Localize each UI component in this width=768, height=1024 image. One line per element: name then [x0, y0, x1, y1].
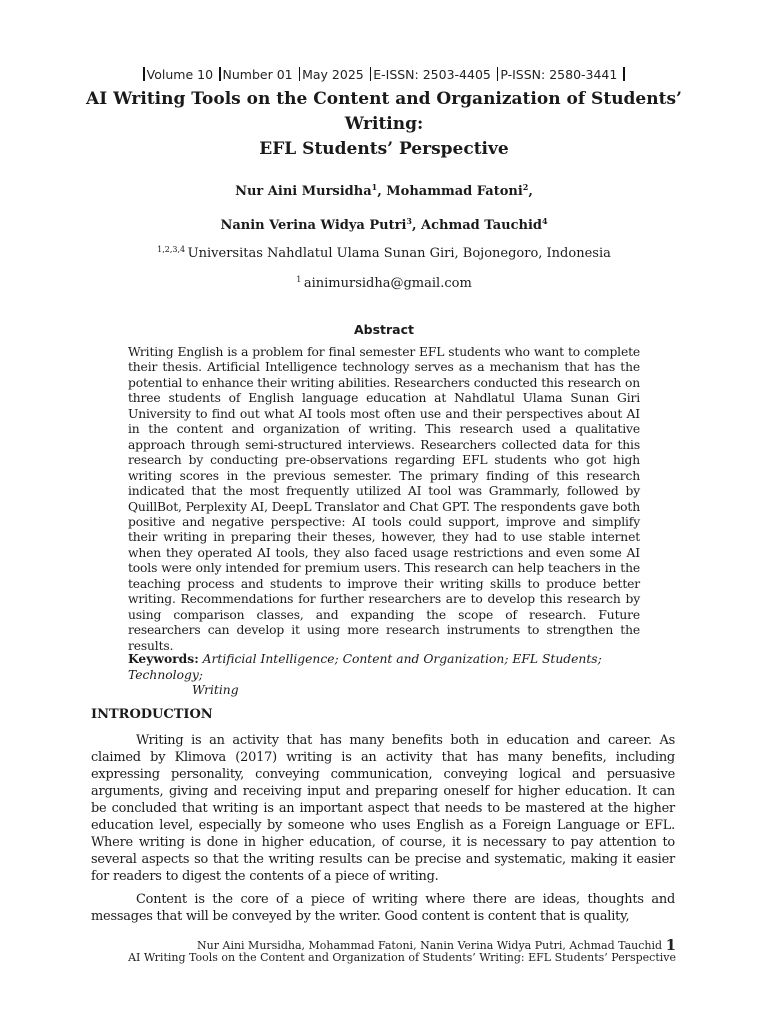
- separator-bar: [623, 67, 625, 81]
- introduction-heading: INTRODUCTION: [91, 707, 213, 722]
- issue-number: Number 01: [222, 67, 293, 82]
- separator-bar: [219, 67, 221, 81]
- paper-title: [60, 87, 708, 162]
- author-sup: 2: [522, 182, 529, 192]
- author-name: Achmad Tauchid: [421, 218, 542, 233]
- keywords: Keywords: Artificial Intelligence; Content and Organization; EFL Students; Technology; Writing: [128, 651, 658, 699]
- keywords-line-1: Artificial Intelligence; Content and Organization; EFL Students; Technology;: [128, 652, 602, 682]
- body-paragraph-2: Content is the core of a piece of writing where there are ideas, thoughts and messages that will be conveyed by the writer. Good content is content that is quality,: [91, 892, 675, 924]
- author-sup: 1: [371, 182, 378, 192]
- separator-bar: [370, 67, 372, 81]
- abstract-heading: Abstract: [353, 322, 415, 337]
- author-line-2: Nanin Verina Widya Putri$^3$, Achmad Tauchid$^4$: [220, 216, 548, 233]
- abstract-text: Writing English is a problem for final semester EFL students who want to complete their thesis. Artificial Intelligence technology serves as a mechanism that has the potential to enhance their writing abilities. Researchers conducted this research on three students of English language education at Nahdlatul Ulama Sunan Giri University to find out what AI tools most often use and their perspectives about AI in the content and organization of writing. This research used a qualitative approach through semi-structured interviews. Researchers collected data for this research by conducting pre-observations regarding EFL students who got high writing scores in the previous semester. The primary finding of this research indicated that the most frequently utilized AI tool was Grammarly, followed by QuillBot, Perplexity AI, DeepL Translator and Chat GPT. The respondents gave both positive and negative perspective: AI tools could support, improve and simplify their writing in preparing their theses, however, they had to use stable internet when they operated AI tools, they also faced usage restrictions and even some AI tools were only intended for premium users. This research can help teachers in the teaching process and students to improve their writing skills to produce better writing. Recommendations for further researchers are to develop this research by using comparison classes, and expanding the scope of research. Future researchers can develop it using more research instruments to strengthen the results.: [128, 345, 640, 653]
- author-sup: 3: [406, 216, 412, 226]
- author-name: Nanin Verina Widya Putri: [220, 218, 407, 233]
- e-issn: E-ISSN: 2503-4405: [373, 67, 491, 82]
- footer-authors-text: Nur Aini Mursidha, Mohammad Fatoni, Nanin Verina Widya Putri, Achmad Tauchid: [197, 939, 663, 952]
- affiliation-text: Universitas Nahdlatul Ulama Sunan Giri, Bojonegoro, Indonesia: [187, 246, 611, 261]
- issue-date: May 2025: [302, 67, 364, 82]
- author-name: Mohammad Fatoni: [386, 184, 523, 199]
- volume: Volume 10: [146, 67, 214, 82]
- author-line-1: Nur Aini Mursidha$^1$, Mohammad Fatoni$^2$,: [235, 182, 533, 199]
- body-paragraph-1: Writing is an activity that has many benefits both in education and career. As claimed by Klimova (2017) writing is an activity that has many benefits, including expressing personality, conveying communication, conveying logical and persuasive arguments, giving and receiving input and preparing oneself for higher education. It can be concluded that writing is an important aspect that needs to be mastered at the higher education level, especially by someone who uses English as a Foreign Language or EFL. Where writing is done in higher education, of course, it is necessary to pay attention to several aspects so that the writing results can be precise and systematic, making it easier for readers to digest the contents of a piece of writing.: [91, 733, 675, 884]
- separator-bar: [143, 67, 145, 81]
- separator-bar: [497, 67, 499, 81]
- affiliation: [0, 245, 768, 261]
- keywords-label: Keywords: [128, 651, 195, 666]
- page-number: 1: [665, 936, 676, 954]
- author-sup: 4: [541, 216, 548, 226]
- email-text: ainimursidha@gmail.com: [303, 276, 472, 291]
- author-name: Nur Aini Mursidha: [235, 184, 372, 199]
- p-issn: P-ISSN: 2580-3441: [500, 67, 618, 82]
- footer-title: AI Writing Tools on the Content and Organization of Students’ Writing: EFL Students’ Perspective: [128, 951, 676, 964]
- title-line-2: EFL Students’ Perspective: [259, 139, 509, 159]
- separator-bar: [299, 67, 301, 81]
- keywords-line-2: Writing: [192, 683, 239, 697]
- author-email: [0, 275, 768, 291]
- email-sup: 1: [296, 275, 304, 284]
- title-line-1: AI Writing Tools on the Content and Organization of Students’ Writing:: [86, 89, 682, 134]
- journal-masthead: [0, 67, 768, 82]
- affiliation-sup: 1,2,3,4: [157, 245, 188, 254]
